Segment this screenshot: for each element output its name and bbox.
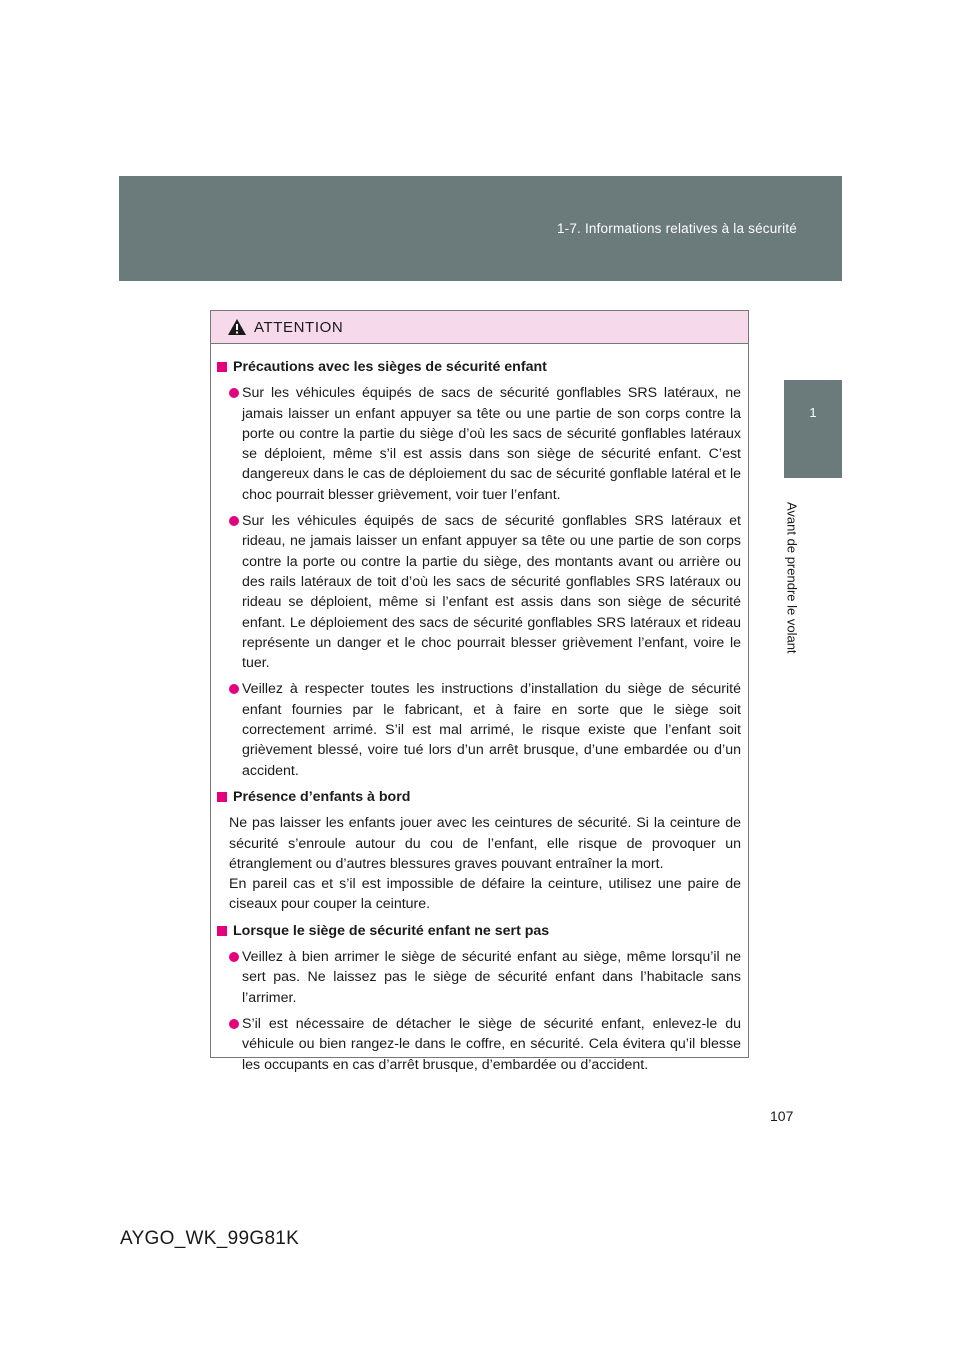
round-bullet-icon <box>229 1019 239 1029</box>
section-heading: Présence d’enfants à bord <box>217 787 741 807</box>
warning-title: ATTENTION <box>254 319 344 336</box>
square-bullet-icon <box>217 362 227 372</box>
round-bullet-icon <box>229 684 239 694</box>
bullet-item: Sur les véhicules équipés de sacs de sécurité gonflables SRS latéraux et rideau, ne jamais laisser un enfant appuyer sa tête ou une partie de son corps contre la porte ou contre la partie du siège, des montants avant ou arrière ou des rails latéraux de toit d’où les sacs de sécurité gonflables SRS latéraux ou rideau se déploient, même si l’enfant est assis dans son siège de sécurité enfant. Le déploiement des sacs de sécurité gonflables SRS latéraux et rideau représente un danger et le choc pourrait blesser grièvement l’enfant, voire le tuer. <box>217 511 741 673</box>
warning-body <box>211 344 748 1075</box>
document-code: AYGO_WK_99G81K <box>120 1228 300 1249</box>
chapter-label-text: Avant de prendre le volant <box>784 502 800 654</box>
section-title: 1-7. Informations relatives à la sécurité <box>556 221 797 236</box>
round-bullet-icon <box>229 952 239 962</box>
round-bullet-icon <box>229 388 239 398</box>
paragraph: En pareil cas et s’il est impossible de défaire la ceinture, utilisez une paire de ciseaux pour couper la ceinture. <box>229 876 741 913</box>
section-heading: Précautions avec les sièges de sécurité enfant <box>217 357 741 377</box>
square-bullet-icon <box>217 926 227 936</box>
chapter-label <box>772 502 812 654</box>
bullet-item: Veillez à respecter toutes les instructions d’installation du siège de sécurité enfant fournies par le fabricant, et à faire en sorte que le siège soit correctement arrimé. S’il est mal arrimé, le risque existe que l’enfant soit grièvement blessé, voire tué lors d’un arrêt brusque, d’une embardée ou d’un accident. <box>217 679 741 780</box>
bullet-item: Veillez à bien arrimer le siège de sécurité enfant au siège, même lorsqu’il ne sert pas. Ne laissez pas le siège de sécurité enfant dans l’habitacle sans l’arrimer. <box>217 947 741 1008</box>
warning-header <box>211 311 748 344</box>
warning-triangle-icon <box>227 318 247 336</box>
page-number: 107 <box>770 1108 794 1124</box>
square-bullet-icon <box>217 792 227 802</box>
round-bullet-icon <box>229 516 239 526</box>
warning-box <box>210 310 749 1073</box>
chapter-number: 1 <box>809 405 817 420</box>
section-heading: Lorsque le siège de sécurité enfant ne sert pas <box>217 921 741 941</box>
bullet-item: Sur les véhicules équipés de sacs de sécurité gonflables SRS latéraux, ne jamais laisser un enfant appuyer sa tête ou une partie de son corps contre la porte ou contre la partie du siège d’où les sacs de sécurité gonflables latéraux se déploient, même s’il est assis dans son siège de sécurité enfant. C’est dangereux dans le cas de déploiement du sac de sécurité gonflable latéral et le choc pourrait blesser grièvement, voir tuer l’enfant. <box>217 383 741 505</box>
header-band <box>119 176 842 281</box>
paragraph: Ne pas laisser les enfants jouer avec les ceintures de sécurité. Si la ceinture de sécurité s’enroule autour du cou de l’enfant, elle risque de provoquer un étranglement ou d’autres blessures graves pouvant entraîner la mort. <box>229 815 741 872</box>
bullet-item: S’il est nécessaire de détacher le siège de sécurité enfant, enlevez-le du véhicule ou bien rangez-le dans le coffre, en sécurité. Cela évitera qu’il blesse les occupants en cas d’arrêt brusque, d’embardée ou d’accident. <box>217 1014 741 1075</box>
chapter-tab <box>784 380 842 478</box>
